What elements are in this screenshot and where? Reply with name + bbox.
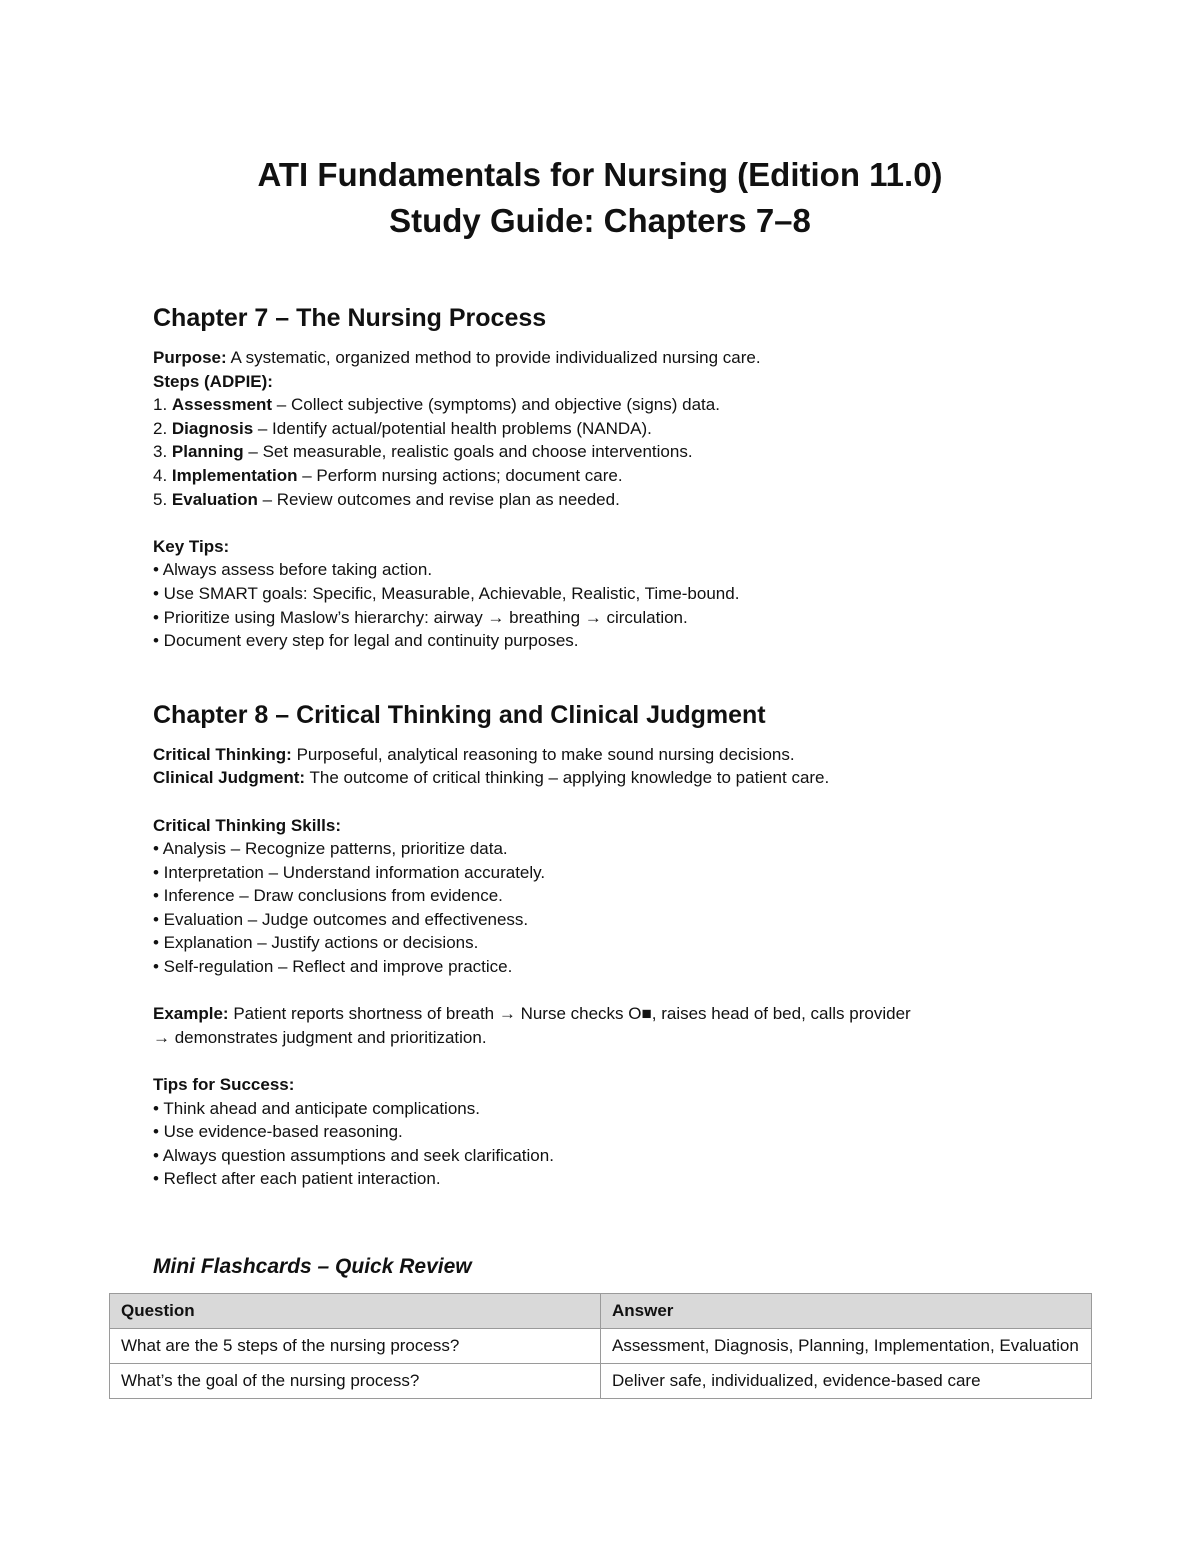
skill-item: • Evaluation – Judge outcomes and effectiveness. <box>153 909 529 929</box>
document-title <box>0 152 1200 244</box>
skills-label: Critical Thinking Skills: <box>153 815 341 835</box>
skill-item: • Inference – Draw conclusions from evidence. <box>153 886 503 906</box>
success-tip-item: • Think ahead and anticipate complications. <box>153 1098 480 1118</box>
title-line-1: ATI Fundamentals for Nursing (Edition 11.0) <box>257 156 943 193</box>
skill-item: • Analysis – Recognize patterns, prioritize data. <box>153 839 508 859</box>
chapter-7-section <box>153 298 1113 653</box>
step-item: 4. Implementation – Perform nursing actions; document care. <box>153 465 623 485</box>
answer-cell: Deliver safe, individualized, evidence-based care <box>601 1364 1092 1399</box>
purpose-text: A systematic, organized method to provide individualized nursing care. <box>226 348 761 367</box>
tip-item: • Prioritize using Maslow’s hierarchy: airway → breathing → circulation. <box>153 607 688 627</box>
step-item: 1. Assessment – Collect subjective (symptoms) and objective (signs) data. <box>153 395 720 415</box>
step-item: 3. Planning – Set measurable, realistic goals and choose interventions. <box>153 442 693 462</box>
title-line-2: Study Guide: Chapters 7–8 <box>389 202 811 239</box>
question-cell: What are the 5 steps of the nursing process? <box>110 1329 601 1364</box>
question-cell: What’s the goal of the nursing process? <box>110 1364 601 1399</box>
success-tips-label: Tips for Success: <box>153 1075 295 1095</box>
table-row <box>110 1329 1092 1364</box>
answer-cell: Assessment, Diagnosis, Planning, Implementation, Evaluation <box>601 1329 1092 1364</box>
table-header-row <box>110 1294 1092 1329</box>
key-tips-label: Key Tips: <box>153 536 230 556</box>
flashcards-title: Mini Flashcards – Quick Review <box>153 1255 472 1278</box>
flashcards-table <box>109 1293 1092 1399</box>
column-header-question: Question <box>110 1294 601 1329</box>
document-body <box>153 298 1113 1191</box>
success-tip-item: • Reflect after each patient interaction. <box>153 1169 441 1189</box>
steps-label: Steps (ADPIE): <box>153 371 273 391</box>
tip-item: • Use SMART goals: Specific, Measurable, Achievable, Realistic, Time-bound. <box>153 583 740 603</box>
success-tip-item: • Use evidence-based reasoning. <box>153 1122 403 1142</box>
clinical-judgment-definition: Clinical Judgment: The outcome of critical thinking – applying knowledge to patient care. <box>153 768 830 788</box>
skill-item: • Interpretation – Understand information accurately. <box>153 862 546 882</box>
column-header-answer: Answer <box>601 1294 1092 1329</box>
purpose-label: Purpose: <box>153 348 227 367</box>
chapter-8-section <box>153 695 1113 1191</box>
tip-item: • Always assess before taking action. <box>153 560 433 580</box>
chapter-8-heading: Chapter 8 – Critical Thinking and Clinical Judgment <box>153 700 766 729</box>
example-line-continued: → demonstrates judgment and prioritization. <box>153 1027 487 1047</box>
success-tip-item: • Always question assumptions and seek clarification. <box>153 1145 554 1165</box>
table-row <box>110 1364 1092 1399</box>
skill-item: • Self-regulation – Reflect and improve practice. <box>153 957 513 977</box>
tip-item: • Document every step for legal and continuity purposes. <box>153 631 579 651</box>
critical-thinking-definition: Critical Thinking: Purposeful, analytical reasoning to make sound nursing decisions. <box>153 744 795 764</box>
step-item: 2. Diagnosis – Identify actual/potential health problems (NANDA). <box>153 418 652 438</box>
step-item: 5. Evaluation – Review outcomes and revise plan as needed. <box>153 489 620 509</box>
purpose-line <box>153 346 1113 370</box>
skill-item: • Explanation – Justify actions or decisions. <box>153 933 479 953</box>
example-line: Example: Patient reports shortness of breath → Nurse checks O■, raises head of bed, calls provider <box>153 1004 911 1024</box>
chapter-7-heading: Chapter 7 – The Nursing Process <box>153 304 547 332</box>
